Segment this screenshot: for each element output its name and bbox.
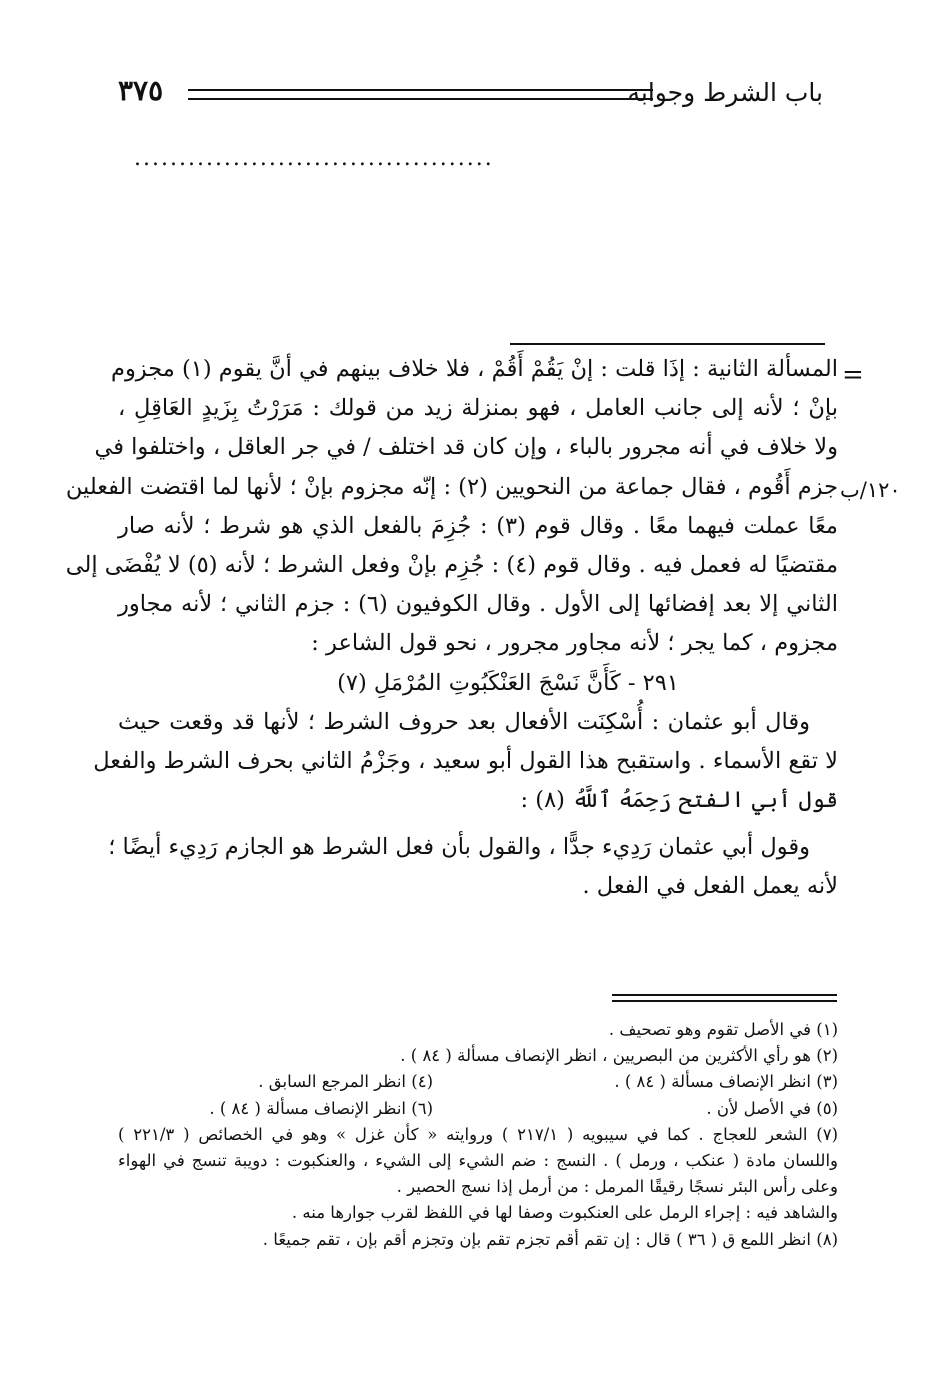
footnote-separator bbox=[612, 994, 837, 1002]
footnote-continuation: وعلى رأس البئر نسجًا رقيقًا المرمل : من أرمل إذا نسج الحصير . bbox=[396, 1177, 838, 1197]
main-text bbox=[65, 350, 838, 907]
text-line: قول أبي الفتح رَحِمَهُ ٱللَّهُ (٨) : bbox=[520, 787, 838, 814]
text-line: مجزوم ، كما يجر ؛ لأنه مجاور مجرور ، نحو قول الشاعر : bbox=[311, 630, 838, 657]
text-line: وقول أبي عثمان رَدِيء جدًّا ، والقول بأن فعل الشرط هو الجازم رَدِيء أيضًا ؛ bbox=[108, 834, 810, 861]
text-line: لا تقع الأسماء . واستقبح هذا القول أبو سعيد ، وجَزْمُ الثاني بحرف الشرط والفعل bbox=[93, 747, 838, 774]
continuation-mark: = bbox=[842, 360, 864, 390]
body-top-rule bbox=[510, 343, 825, 345]
footnote-row bbox=[118, 1096, 838, 1122]
text-line: معًا عملت فيهما معًا . وقال قوم (٣) : جُزِمَ بالفعل الذي هو شرط ؛ لأنه صار bbox=[118, 512, 838, 539]
footnote: (٧) الشعر للعجاج . كما في سيبويه ( ٢١٧/١ ) وروايته « كأن غزل » وهو في الخصائص ( ٢٢١/٣ ) bbox=[118, 1124, 838, 1144]
footnote: (٤) انظر المرجع السابق . bbox=[258, 1072, 433, 1092]
footnote: (١) في الأصل تقوم وهو تصحيف . bbox=[608, 1020, 838, 1039]
footnote: (٨) انظر اللمع ق ( ٣٦ ) قال : إن تقم أقم تجزم تقم بإن وتجزم أقم بإن ، تقم جميعًا . bbox=[262, 1229, 838, 1249]
page-number: ٣٧٥ bbox=[118, 74, 164, 107]
footnote: (٢) هو رأي الأكثرين من البصريين ، انظر الإنصاف مسألة ( ٨٤ ) . bbox=[400, 1046, 838, 1066]
text-line: جزم أَقُوم ، فقال جماعة من النحويين (٢) : إنّه مجزوم بإنْ ؛ لأنها لما اقتضت الفعلين bbox=[65, 473, 838, 500]
dotted-separator: ........................................ bbox=[134, 146, 494, 171]
text-line: الثاني إلا بعد إفضائها إلى الأول . وقال الكوفيون (٦) : جزم الثاني ؛ لأنه مجاور bbox=[118, 591, 838, 618]
chapter-title: باب الشرط وجوابه bbox=[627, 78, 823, 107]
text-line: مقتضيًا له فعمل فيه . وقال قوم (٤) : جُزِم بإنْ وفعل الشرط ؛ لأنه (٥) لا يُفْضَى إلى bbox=[65, 551, 838, 578]
footnote: (٣) انظر الإنصاف مسألة ( ٨٤ ) . bbox=[614, 1072, 838, 1092]
footnotes bbox=[118, 1017, 838, 1253]
footnote-continuation: والشاهد فيه : إجراء الرمل على العنكبوت وصفا لها في اللفظ لقرب جوارها منه . bbox=[291, 1203, 838, 1223]
text-line: لأنه يعمل الفعل في الفعل . bbox=[582, 873, 838, 900]
text-line: وقال أبو عثمان : أُسْكِنَت الأفعال بعد حروف الشرط ؛ لأنها قد وقعت حيث bbox=[118, 708, 810, 735]
text-line: ولا خلاف في أنه مجرور بالباء ، وإن كان قد اختلف / في جر العاقل ، واختلفوا في bbox=[94, 434, 838, 461]
verse-line: ٢٩١ - كَأَنَّ نَسْجَ العَنْكَبُوتِ المُرْمَلِ (٧) bbox=[337, 669, 679, 696]
footnote: (٥) في الأصل لأن . bbox=[706, 1098, 838, 1118]
manuscript-folio-note: ١٢٠/ب bbox=[840, 478, 901, 502]
footnote: (٦) انظر الإنصاف مسألة ( ٨٤ ) . bbox=[209, 1098, 433, 1118]
footnote-row bbox=[118, 1069, 838, 1095]
text-line: بإنْ ؛ لأنه إلى جانب العامل ، فهو بمنزلة زيد من قولك : مَرَرْتُ بِزَيدٍ العَاقِلِ ، bbox=[118, 395, 838, 422]
header-rule bbox=[188, 89, 653, 100]
running-header bbox=[118, 74, 823, 114]
footnote-continuation: واللسان مادة ( عنكب ، ورمل ) . النسج : ضم الشيء إلى الشيء ، والعنكبوت : دويبة تنسج في الهواء bbox=[118, 1150, 838, 1170]
text-line: المسألة الثانية : إذَا قلت : إنْ يَقُمْ أَقُمْ ، فلا خلاف بينهم في أنَّ يقوم (١) مجزوم bbox=[111, 356, 838, 382]
